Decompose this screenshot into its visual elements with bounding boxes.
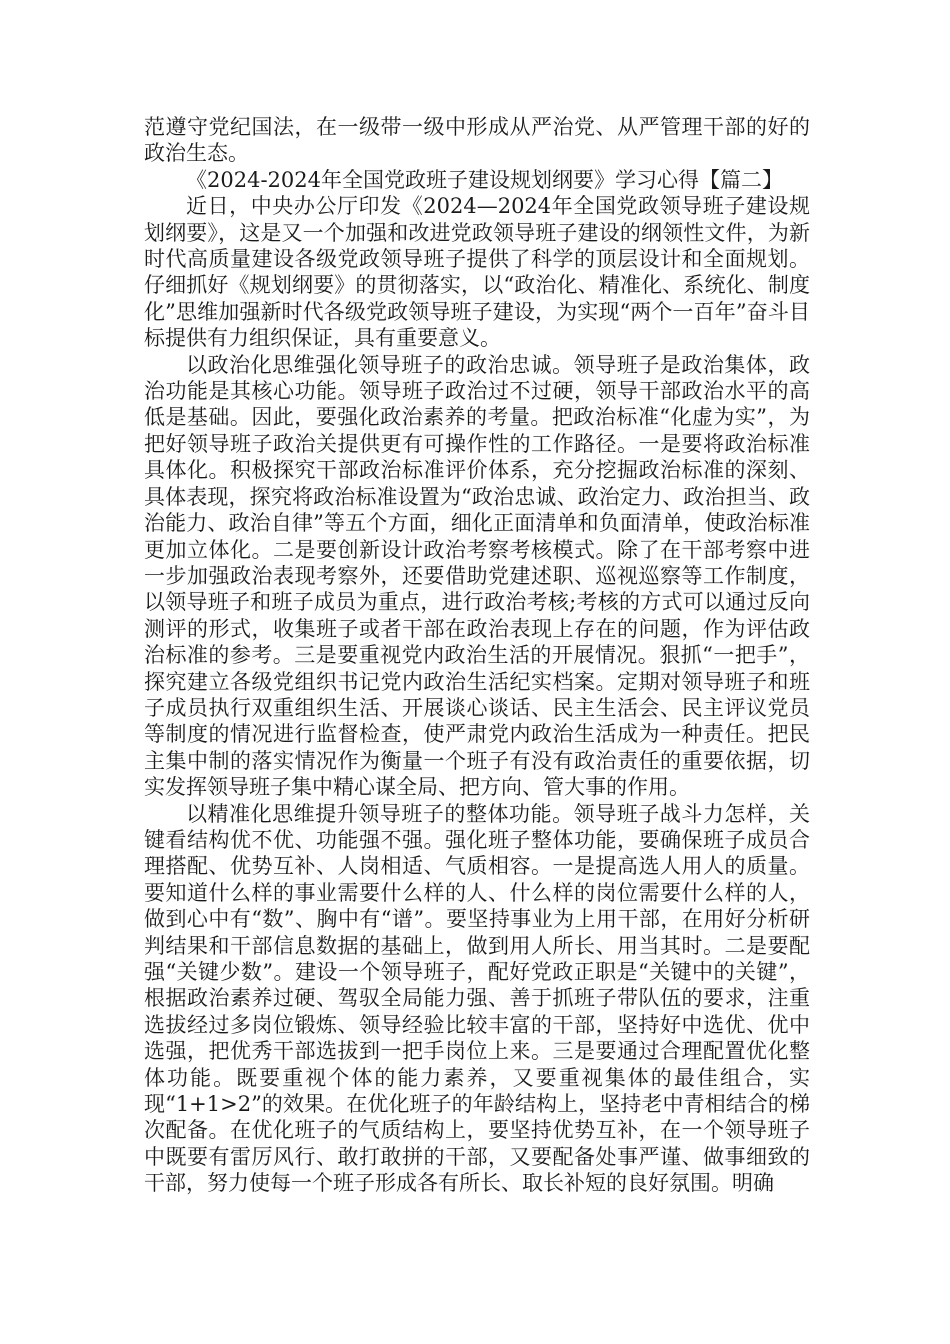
continuation-paragraph: 范遵守党纪国法，在一级带一级中形成从严治党、从严管理干部的好的政治生态。	[144, 115, 810, 166]
body-paragraph-3: 以精准化思维提升领导班子的整体功能。领导班子战斗力怎样，关键看结构优不优、功能强不强。强化班子整体功能，要确保班子成员合理搭配、优势互补、人岗相适、气质相容。一是提高选人用人的质量。要知道什么样的事业需要什么样的人、什么样的岗位需要什么样的人，做到心中有“数”、胸中有“谱”。要坚持事业为上用干部，在用好分析研判结果和干部信息数据的基础上，做到用人所长、用当其时。二是要配强“关键少数”。建设一个领导班子，配好党政正职是“关键中的关键”，根据政治素养过硬、驾驭全局能力强、善于抓班子带队伍的要求，注重选拔经过多岗位锻炼、领导经验比较丰富的干部，坚持好中选优、优中选强，把优秀干部选拔到一把手岗位上来。三是要通过合理配置优化整体功能。既要重视个体的能力素养，又要重视集体的最佳组合，实现“1+1>2”的效果。在优化班子的年龄结构上，坚持老中青相结合的梯次配备。在优化班子的气质结构上，要坚持优势互补，在一个领导班子中既要有雷厉风行、敢打敢拼的干部，又要配备处事严谨、做事细致的干部，努力使每一个班子形成各有所长、取长补短的良好氛围。明确	[144, 801, 810, 1196]
section-title: 《2024-2024年全国党政班子建设规划纲要》学习心得【篇二】	[186, 167, 783, 192]
document-page	[144, 114, 810, 1197]
body-paragraph-1: 近日，中央办公厅印发《2024—2024年全国党政领导班子建设规划纲要》，这是又一个加强和改进党政领导班子建设的纲领性文件，为新时代高质量建设各级党政领导班子提供了科学的顶层设计和全面规划。仔细抓好《规划纲要》的贯彻落实，以“政治化、精准化、系统化、制度化”思维加强新时代各级党政领导班子建设，为实现“两个一百年”奋斗目标提供有力组织保证，具有重要意义。	[144, 194, 810, 351]
body-paragraph-2: 以政治化思维强化领导班子的政治忠诚。领导班子是政治集体，政治功能是其核心功能。领导班子政治过不过硬，领导干部政治水平的高低是基础。因此，要强化政治素养的考量。把政治标准“化虚为实”，为把好领导班子政治关提供更有可操作性的工作路径。一是要将政治标准具体化。积极探究干部政治标准评价体系，充分挖掘政治标准的深刻、具体表现，探究将政治标准设置为“政治忠诚、政治定力、政治担当、政治能力、政治自律”等五个方面，细化正面清单和负面清单，使政治标准更加立体化。二是要创新设计政治考察考核模式。除了在干部考察中进一步加强政治表现考察外，还要借助党建述职、巡视巡察等工作制度，以领导班子和班子成员为重点，进行政治考核;考核的方式可以通过反向测评的形式，收集班子或者干部在政治表现上存在的问题，作为评估政治标准的参考。三是要重视党内政治生活的开展情况。狠抓“一把手”，探究建立各级党组织书记党内政治生活纪实档案。定期对领导班子和班子成员执行双重组织生活、开展谈心谈话、民主生活会、民主评议党员等制度的情况进行监督检查，使严肃党内政治生活成为一种责任。把民主集中制的落实情况作为衡量一个班子有没有政治责任的重要依据，切实发挥领导班子集中精心谋全局、把方向、管大事的作用。	[144, 352, 810, 800]
